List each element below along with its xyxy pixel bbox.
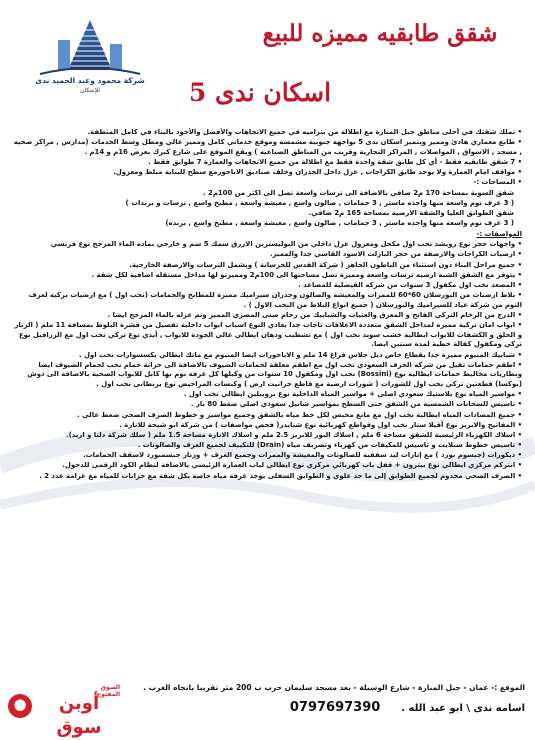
spec-item: • شبابيك المنيوم مميزة جدا بقطاع خاص دبل جلاس قراغ 14 ملم و الاباجورات ايضا المنيوم مع ماتك ايطالي بكسسوارات نخب اول . [10, 351, 522, 361]
spec-item: • ديكورات (جبسوم بورد ) مع إنارات ليد سقفية للصالونات والمعيشة والممرات وجميع الغرف + وزنار جبسمبورد لاسقف الحمامات. [10, 451, 522, 461]
spec-item: • مواسير المياه نوع بلاستيك سعودي اصلي + مواسير المياه الداخلية نوع بروبيلين ايطالي نخب اول . [10, 390, 522, 400]
specs-label: المواصفات :- [476, 229, 522, 238]
building-logo-icon [30, 18, 150, 78]
brand-logo-text: أوبن سوق [56, 693, 102, 738]
project-name: اسكان ندى 5 [188, 78, 332, 107]
flyer-body [10, 128, 522, 676]
spec-item: • المصعد نخب اول مكفول 3 سنوات من شركه الفيصلية للمصاعد . [10, 281, 522, 291]
company-logo [30, 18, 150, 128]
intro-item: • طابع معماري هادئ ومميز ويتميز اسكان ندى 5 بواجهة جنوبية مشمسة وموقع خدماتي كامل ومميز عالي ومطل وسط الخدمات (مدارس , مراكز صحيه , مسجد , الاسواق , المواصلات , المراكز التجارية وقريب من المناطق الصناعيه ) ويقع الموقع على شارع كبرك بعرض 16م و 14م . [10, 138, 522, 157]
spec-item: • اسلاك الكهرباء الرئيسية للشقق مساحة 6 ملم , اسلاك البور للابريز 2.5 ملم و اسلاك الانارة مساحة 1.5 ملم ( سلك شركة دلتا و اريد). [10, 431, 522, 441]
intro-item: • مواقف امام العمارة ولا يوجد طابق الكراجات , عزل داخل الجدران وخلف صناديق الاباجورمع سطح للبناية مبلط ومعزول. [10, 168, 522, 178]
brand-caption: السوق المفتوح [96, 684, 120, 698]
spec-item: • المفاتيح والابريز نوع أقيلا ستار نخب اول وقواطع كهربائية نوع شنايدر( فحص مواصفات ) من شركة ابو شيحة للانارة . [10, 421, 522, 431]
flyer-header [0, 0, 535, 128]
area-line: شقق الطوابق العليا والشقة الارضية بمساحة 165 م2 صافي. [308, 208, 514, 217]
spec-item: • انتركم مركزي ايطالي نوع بيترون + قفل باب كهربائي مركزي نوع ايطالي لباب العمارة الرئيسي بالاضافة لنظام الكود الرقمي للدخول. [10, 461, 522, 471]
location-text: الموقع :- عمان - جبل المنارة - شارع الوسيلة - بعد مسجد سليمان حرب ب 200 متر تقريبا باتجاه الغرب . [143, 683, 525, 692]
spec-item: • ابواب امان تركية مميزة لمداخل الشقق متعددة الاغلاقات تاجات جدا يعادي النوع اسباب ابواب داخلية تفصيل من قشرة البلوط بمسافة 11 ملم ( الزنار و الحلق و الكشفات للابواب ايطالية خشب سويد نخب اول ) مع تشطيب ودهان ايطالي عالي الجودة للابواب , أيدي نوع تركي نخب اول مع الزرافيل نوع تركي ومكفول كفالة خطية لمدة سنتين ايضا. [10, 321, 522, 350]
contact-name: اسامه ندى \ ابو عبد الله . [401, 703, 525, 714]
spec-item: • بلاط ارضيات من البورسلان 60*60 للممرات والمعيشة والصالون وجدران سيراميك مميزة للمطابخ والحمامات (نخب اول ) مع ارضيات بركية لغرف النوم من شركة عياد للسيراميك والبورسلان ( جميع انواع البلاط من النخب الاول ) . [10, 291, 522, 310]
area-line: شقق السوية بمساحة 170 م2 صافي بالاضافة الى ترسات واسعة تصل الى اكثر من 100م2 . [203, 188, 514, 197]
spec-item: • تاسيس للسخانات الشمسية من الشقق حتى السطح بمواسير شانيل سعودي اصلي ضغط 80 بار . [10, 400, 522, 410]
spec-item: • واجهات حجر نوع رويشد نخب اول مكحل ومعزول عزل داخلي من البوليسترين الازرق سمك 5 سم و خارجي بماده الماء المزجج نوع فرنسي [10, 240, 522, 250]
intro-item: • تملك شقتك في أحلى مناطق جبل المنارة مع اطلالة من بتراميه في جميع الاتجاهات والأفضل والأجود بالبناء في كامل المنطقة. [10, 128, 522, 138]
phone-number[interactable]: 0797697390 [289, 700, 381, 715]
areas-label: • المساحات :- [10, 178, 522, 188]
spec-item: • الصرف الصحي مخدوم لجميع الطوابق إلى ما حد علوي و الطوابق السفلى يوجد غرفة مياه خاصة بكل شقة مع خزانات للمياه مع غرامة عدد 2 . [10, 472, 522, 482]
spec-item: • جميع المصادات المياه ايطالية نخب اول مع مانع مخبس لكل خط مياه بالشقق وجميع مواسير و خطوط الصرف الصحي ضغط عالي . [10, 411, 522, 421]
area-line: ( 3 غرف نوم واسعة منها واحده ماستر , 3 حمامات , صالون واسع , معيشة واسعة , مطبخ واسع , برنده) [165, 219, 514, 228]
spec-item: • تاسيس خطوط ستلايت و تاسيس للمكيفات من كهرباء وتصريف مياه (Drain) للتكييف لجميع الغرف والصالونات . [10, 441, 522, 451]
spec-item: • الدرج من الرخام التركي الفاتح و المعرق والعتبات والشبابيك من رخام صنى المصري المميز وتم عزله بالماء المزجج ايضا . [10, 311, 522, 321]
spec-item: • جميع مراحل البناء دون استثناء من الباطون الجاهز ( شركة القدس للخرسانة ) ويشمل الترسات والارصفة الخارجية. [10, 261, 522, 271]
company-subtitle: للإسكان [80, 87, 100, 94]
area-line: ( 3 غرف نوم واسعة منها واحده ماستر , 3 حمامات , صالون واسع , معيشة واسعة , مطبخ واسع , ترسات و برندات ) [125, 198, 514, 207]
intro-item: • 7 شقق طابقيه فقط - أي كل طابق شقة واحدة فقط مع اطلالة من جميع الاتجاهات والعمارة 7 طوابق فقط . [10, 158, 522, 168]
opensooq-watermark [2, 684, 122, 738]
contact-line [150, 700, 525, 715]
opensooq-logo-icon: ● [8, 694, 32, 718]
spec-item: • يتوفر مع الشقق الشبه ارضيه ترسات واسعة ومميزة تصل مساحتها الى 100م2 ومميزتو لها مداخل مستقله اضافية لكل شقة . [10, 271, 522, 281]
spec-item: • اطقم حمامات تقيل من شركة الخزف السعودي نخب اول مع اطقم معلقة لحمامات الضيوف بالاضافة الى خزانة حمام نخب لحمام الضيوف ايضا وبطاريات مخاليط حمامات ايطالية نوع (Bossini) نخب اول ومكفول 10 سنوات من وكيلها كل غرفة نوم بها كابل للابواب الصحية بالاضافة الى دوش (بوكسا) قطعتين تركي نخب اول للشورات ( شورات ارضية مع قاطع جرانيت ارض ) وكبسات المراحيض نوع برنطاني نخب اول . [10, 361, 522, 390]
spec-item: • ارضيات الكراجات والارصفة من حجر البازلت الاسود القاسي جدا والمميز. [10, 250, 522, 260]
company-name: شركة محمود وعبد الحميد ندى للإسكان [30, 76, 150, 96]
flyer-title: شقق طابقيه مميزه للبيع [262, 20, 498, 47]
